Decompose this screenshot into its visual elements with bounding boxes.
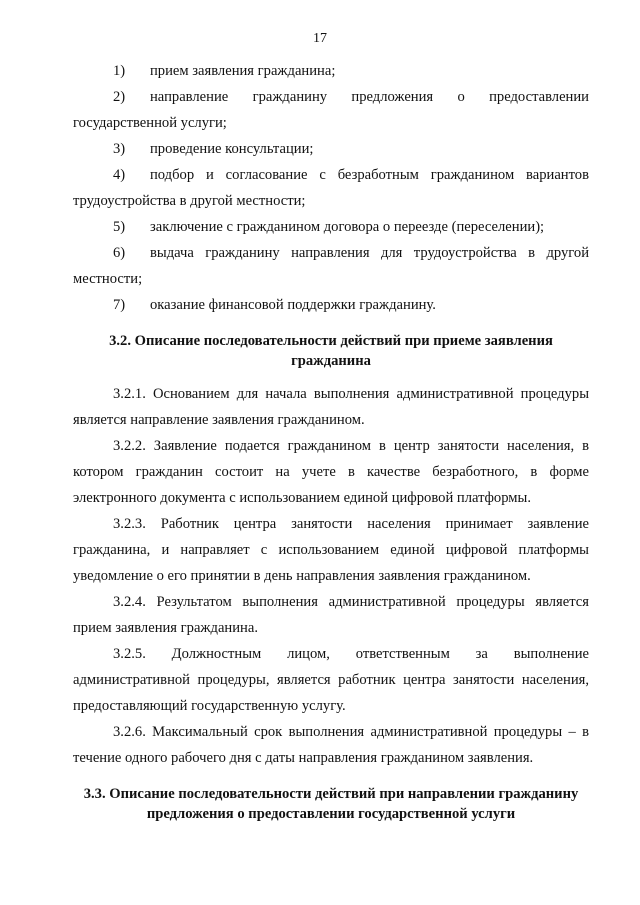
list-item-text: прием заявления гражданина; (150, 63, 336, 79)
list-item (73, 58, 589, 84)
paragraph: 3.2.6. Максимальный срок выполнения административной процедуры – в течение одного рабочего дня с даты направления гражданином заявления. (73, 724, 589, 766)
list-item-number: 5) (113, 219, 126, 235)
page-number: 17 (313, 31, 327, 46)
list-item (73, 214, 589, 240)
list-item-text: подбор и согласование с безработным гражданином вариантов трудоустройства в другой местности; (73, 167, 589, 209)
list-item (73, 84, 589, 136)
list-item (73, 136, 589, 162)
list-item-text: заключение с гражданином договора о переезде (переселении); (150, 219, 545, 235)
document-body (73, 58, 589, 834)
procedure-list (73, 58, 589, 318)
list-item-number: 3) (113, 141, 126, 157)
list-item-text: проведение консультации; (150, 141, 314, 157)
list-item-number: 4) (113, 167, 126, 183)
section-heading-3-3: 3.3. Описание последовательности действий при направлении гражданину предложения о предоставлении государственной услуги (83, 786, 579, 822)
list-item (73, 240, 589, 292)
list-item-number: 7) (113, 297, 126, 313)
paragraph: 3.2.1. Основанием для начала выполнения административной процедуры является направление заявления гражданином. (73, 386, 589, 428)
list-item (73, 292, 589, 318)
paragraph: 3.2.2. Заявление подается гражданином в центр занятости населения, в котором гражданин состоит на учете в качестве безработного, в форме электронного документа с использованием единой цифровой платформы. (73, 438, 589, 506)
list-item-number: 2) (113, 89, 126, 105)
list-item (73, 162, 589, 214)
list-item-text: выдача гражданину направления для трудоустройства в другой местности; (73, 245, 589, 287)
list-item-number: 6) (113, 245, 126, 261)
list-item-text: направление гражданину предложения о предоставлении государственной услуги; (73, 89, 589, 131)
list-item-number: 1) (113, 63, 126, 79)
paragraph: 3.2.3. Работник центра занятости населения принимает заявление гражданина, и направляет с использованием единой цифровой платформы уведомление о его принятии в день направления заявления гражданином. (73, 516, 589, 584)
section-heading-3-2: 3.2. Описание последовательности действий при приеме заявления гражданина (109, 333, 553, 369)
list-item-text: оказание финансовой поддержки гражданину. (150, 297, 436, 313)
section-3-2-body (73, 381, 589, 771)
paragraph: 3.2.4. Результатом выполнения административной процедуры является прием заявления гражданина. (73, 594, 589, 636)
paragraph: 3.2.5. Должностным лицом, ответственным за выполнение административной процедуры, является работник центра занятости населения, предоставляющий государственную услугу. (73, 646, 589, 714)
